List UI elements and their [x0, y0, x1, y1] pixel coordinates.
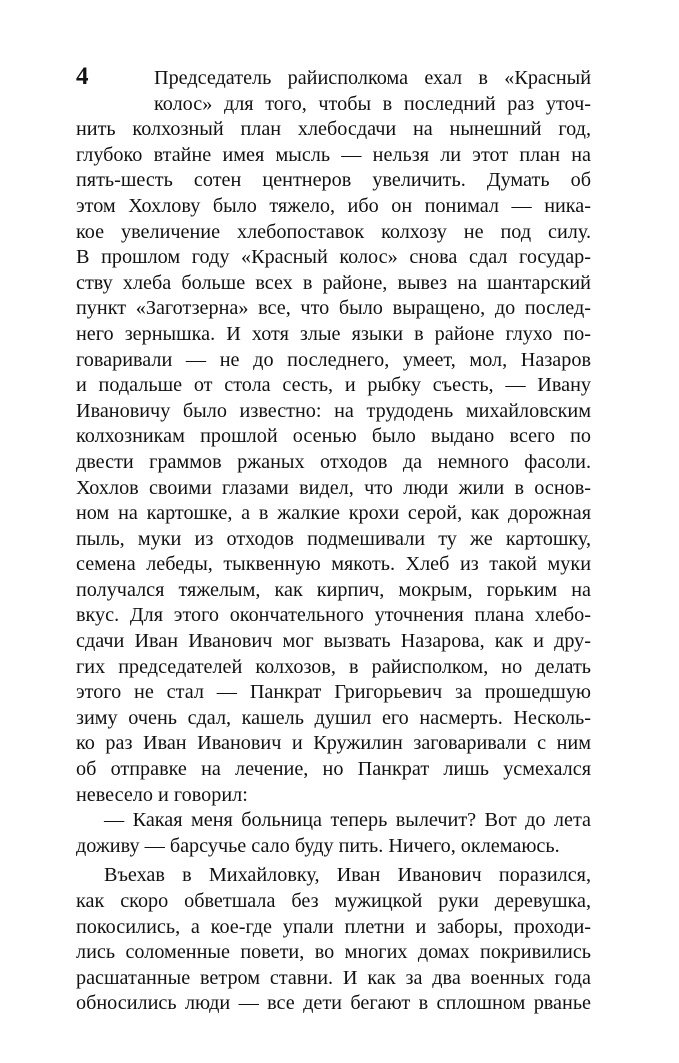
text-line: этом Хохлову было тяжело, ибо он понимал — ника-	[76, 194, 591, 217]
paragraph	[76, 808, 591, 859]
text-line: вкус. Для этого окончательного уточнения плана хлебо-	[76, 604, 591, 627]
text-line: покосились, а кое-где упали плетни и заборы, проходи-	[76, 915, 591, 938]
text-line: как скоро обветшала без мужицкой руки деревушка,	[76, 890, 591, 912]
text-line: расшатанные ветром ставни. И как за два военных года	[76, 966, 591, 989]
text-line: получался тяжелым, как кирпич, мокрым, горьким на	[76, 578, 591, 601]
text-line: доживу — барсучье сало буду пить. Ничего, оклемаюсь.	[76, 834, 560, 857]
text-line: зиму очень сдал, кашель душил его насмерть. Несколь-	[76, 706, 591, 729]
text-line: колос» для того, чтобы в последний раз уточ-	[154, 92, 591, 115]
text-line: лись соломенные повети, во многих домах покривились	[76, 941, 591, 964]
text-line: Хохлов своими глазами видел, что люди жили в основ-	[76, 476, 591, 499]
text-line: Председатель райисполкома ехал в «Красный	[154, 67, 591, 89]
text-line: двести граммов ржаных отходов да немного фасоли.	[76, 450, 591, 473]
text-line: В прошлом году «Красный колос» снова сдал государ-	[76, 246, 591, 269]
text-line: — Какая меня больница теперь вылечит? Вот до лета	[104, 809, 591, 832]
text-line: Въехав в Михайловку, Иван Иванович поразился,	[104, 864, 591, 887]
text-line: кое увеличение хлебопоставок колхозу не под силу.	[76, 220, 591, 243]
text-line: этого не стал — Панкрат Григорьевич за прошедшую	[76, 681, 591, 704]
text-line: пункт «Заготзерна» все, что было выращено, до послед-	[76, 297, 591, 320]
text-line: ству хлеба больше всех в районе, вывез на шантарский	[76, 271, 591, 294]
text-line: Ивановичу было известно: на трудодень михайловским	[76, 399, 591, 422]
text-line: него зернышка. И хотя злые языки в районе глухо по-	[76, 322, 591, 345]
text-line: ном на картошке, а в жалкие крохи серой, как дорожная	[76, 502, 591, 525]
paragraph	[76, 66, 591, 808]
text-line: колхозникам прошлой осенью было выдано всего по	[76, 425, 591, 448]
text-line: об отправке на лечение, но Панкрат лишь усмехался	[76, 758, 591, 781]
text-line: гих председателей колхозов, в райисполком, но делать	[76, 655, 591, 678]
body-text	[76, 66, 591, 1017]
text-line: глубоко втайне имея мысль — нельзя ли этот план на	[76, 143, 591, 166]
text-line: ко раз Иван Иванович и Кружилин заговаривали с ним	[76, 732, 591, 755]
paragraph	[76, 863, 591, 1017]
text-line: пять-шесть сотен центнеров увеличить. Думать об	[76, 169, 591, 192]
text-line: и подальше от стола сесть, и рыбку съесть, — Ивану	[76, 374, 591, 397]
text-line: обносились люди — все дети бегают в сплошном рванье	[76, 992, 591, 1015]
text-line: сдачи Иван Иванович мог вызвать Назарова, как и дру-	[76, 630, 591, 653]
text-line: говаривали — не до последнего, умеет, мол, Назаров	[76, 348, 591, 371]
text-line: пыль, муки из отходов подмешивали ту же картошку,	[76, 527, 591, 550]
text-line: семена лебеды, тыквенную мякоть. Хлеб из такой муки	[76, 553, 591, 576]
text-line: нить колхозный план хлебосдачи на нынешний год,	[76, 118, 591, 141]
chapter-number: 4	[76, 63, 89, 90]
text-line: невесело и говорил:	[76, 783, 248, 806]
